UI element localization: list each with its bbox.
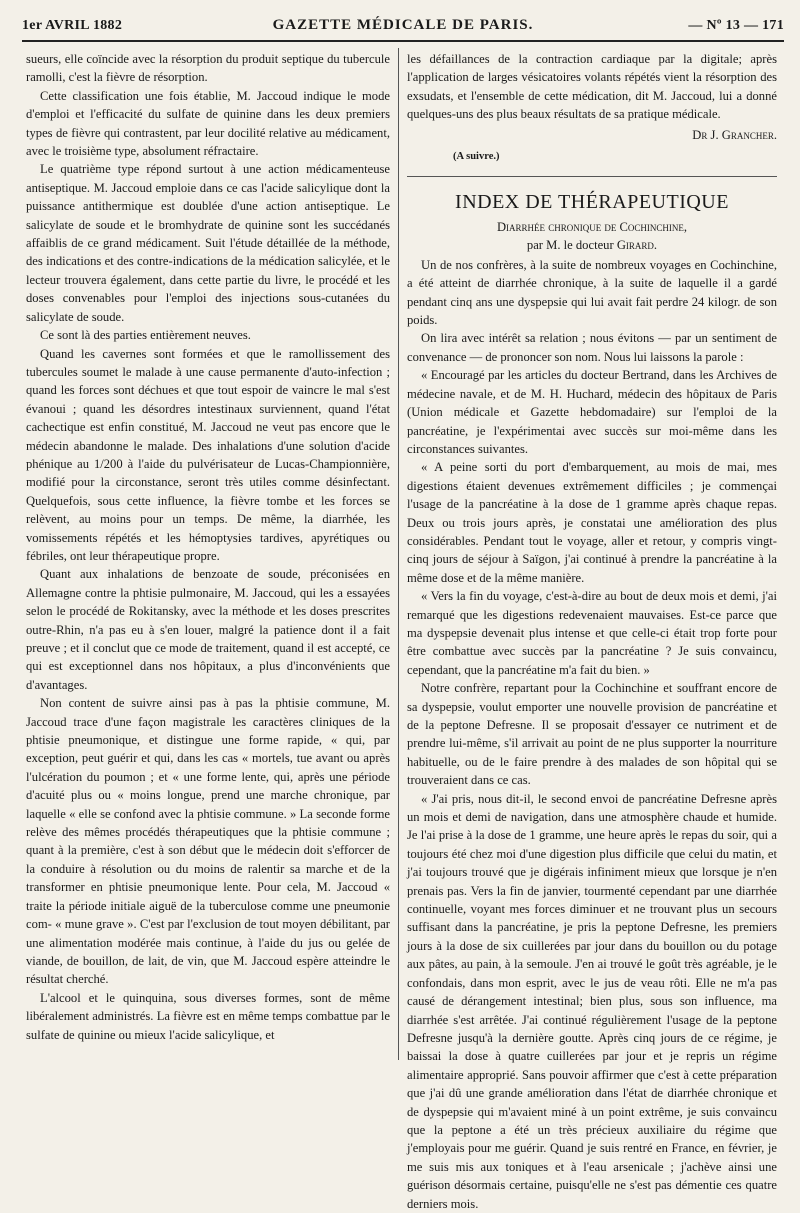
paragraph: les défaillances de la contraction cardiaque par la digitale; après l'application de larges vésicatoires volants répétés vient la résorption des exsudats, et l'ensemble de cette médication, dit M. Jaccoud, lui a donné quelques-uns des plus beaux résultats de sa pratique médicale.: [407, 52, 777, 122]
paragraph: L'alcool et le quinquina, sous diverses formes, sont de même libéralement administrés. La fièvre est en même temps combattue par le sulfate de quinine ou mieux l'acide salicylique, et: [26, 990, 390, 1042]
paragraph: Le quatrième type répond surtout à une action médicamenteuse antiseptique. M. Jaccoud emploie dans ce cas l'acide salicylique dont la puissance antithermique est doublée d'une action antiseptique. Le salicylate de soude et le bromhydrate de quinine sont les succédanés affaiblis de ce grand médicament. Suit l'étude détaillée de la méthode, des indications et des contre-indications de la médication salicylée, et le lecteur trouvera également, dans cette partie du livre, le procédé et les doses convenables pour l'emploi des injections sous-cutanées du salicylate de soude.: [26, 162, 390, 324]
paragraph: On lira avec intérêt sa relation ; nous évitons — par un sentiment de convenance — de prononcer son nom. Nous lui laissons la parole :: [407, 331, 777, 364]
left-column: [26, 50, 390, 1070]
paragraph: « Encouragé par les articles du docteur Bertrand, dans les Archives de médecine navale, et de M. H. Huchard, médecin des hôpitaux de Paris (Union médicale et Gazette hebdomadaire) sur l'emploi de la pancréatine, je l'expérimentai avec succès sur moi-même dans les circonstances suivantes.: [407, 368, 777, 456]
section-subtitle: Diarrhée chronique de Cochinchine,: [496, 219, 688, 234]
paragraph: Ce sont là des parties entièrement neuves.: [40, 328, 251, 343]
section-separator: [407, 176, 777, 177]
paragraph: sueurs, elle coïncide avec la résorption du produit septique du tubercule ramolli, c'est la fièvre de résorption.: [26, 52, 390, 85]
page-header: [22, 14, 784, 42]
issue-page-number: — Nº 13 — 171: [688, 18, 784, 33]
paragraph: Non content de suivre ainsi pas à pas la phtisie commune, M. Jaccoud trace d'une façon magistrale les caractères cliniques de la phtisie pneumonique, et distingue une forme rapide, « qui, par exception, peut guérir et qui, dans les cas « mortels, tue avant ou après l'ulcération du poumon ; et « une forme lente, qui, après une période d'acuité plus ou « moins longue, prend une marche chronique, par laquelle « elle se confond avec la phtisie commune. » La seconde forme relève des mêmes procédés thérapeutiques que la phtisie commune ; quant à la première, c'est à son début que le médecin doit s'efforcer de la conduire à résolution ou du moins de ralentir sa marche et de la transformer en phtisie pneumonique lente. Pour cela, M. Jaccoud « traite la période initiale aiguë de la tuberculose comme une pneumonie com- « mune grave ». C'est par l'exclusion de tout moyen débilitant, par une alimentation modérée mais continue, à l'aide du jus ou gelée de viande, de bouillon, de lait, de vin, que M. Jaccoud espère atteindre le résultat cherché.: [26, 696, 390, 987]
paragraph: Notre confrère, repartant pour la Cochinchine et souffrant encore de sa dyspepsie, voulut emporter une nouvelle provision de pancréatine et de la peptone Defresne. Il se proposait d'essayer ce nutriment et de prendre lui-même, s'il arrivait au point de ne plus supporter la nourriture habituelle, ou de le faire prendre à des malades de son hôpital qui se trouveraient dans ce cas.: [407, 681, 777, 788]
to-be-continued-note: (A suivre.): [453, 151, 500, 163]
paragraph: Quand les cavernes sont formées et que le ramollissement des tubercules soumet le malade à une cause permanente d'auto-infection ; quand les forces sont déchues et que tout espoir de vaincre le mal s'est évanoui ; quand les désordres intestinaux surviennent, quand l'état cachectique est enfin constitué, M. Jaccoud ne veut pas encore que le médecin abandonne le malade. Des inhalations d'une solution d'acide phénique au 1/200 à l'aide du pulvérisateur de Lucas-Championnière, modifié pour la circonstance, seront très utiles comme désinfectant. Quelquefois, sous cette influence, la fièvre tombe et les forces se relèvent, au moins pour un temps. De même, la diarrhée, les vomissements répétés et les hémoptysies tardives, apyrétiques ou fébriles, ont leur thérapeutique propre.: [26, 346, 390, 563]
column-divider: [398, 48, 399, 1060]
journal-title: GAZETTE MÉDICALE DE PARIS.: [272, 17, 534, 33]
paragraph: Un de nos confrères, à la suite de nombreux voyages en Cochinchine, a été atteint de diarrhée chronique, à la suite de laquelle il a gardé pendant cinq ans une dyspepsie qui lui avait fait perdre 24 kilogr. de son poids.: [407, 257, 777, 328]
article-signature: Dr J. Grancher.: [692, 127, 777, 142]
issue-date: 1er AVRIL 1882: [22, 18, 123, 33]
paragraph: « A peine sorti du port d'embarquement, au mois de mai, mes digestions étaient devenues extrêmement difficiles ; je commençai l'usage de la pancréatine à la dose de 1 gramme après chaque repas. Deux ou trois jours après, je constatai une amélioration des plus considérables. Pendant tout le voyage, aller et retour, y compris vingt-cinq jours de séjour à Saïgon, j'ai continué à prendre la pancréatine à la même dose et de la même manière.: [407, 460, 777, 585]
paragraph: « Vers la fin du voyage, c'est-à-dire au bout de deux mois et demi, j'ai remarqué que les digestions redevenaient mauvaises. Est-ce parce que ma dyspepsie devenait plus intense et que celle-ci était trop forte pour être combattue avec succès par la pancréatine ? Je suis convaincu, cependant, que la pancréatine m'a fait du bien. »: [407, 589, 777, 677]
paragraph: « J'ai pris, nous dit-il, le second envoi de pancréatine Defresne après un mois et demi de navigation, dans une atmosphère chaude et humide. Je l'ai prise à la dose de 1 gramme, une heure après le repas du soir, qui a toujours été chez moi d'une digestion plus difficile que celui du matin, et j'ai toujours trouvé que je digérais infiniment mieux que lorsque je n'en prenais pas. Vers la fin de janvier, tourmenté cependant par une diarrhée continuelle, voyant mes forces diminuer et ne trouvant plus un secours suffisant dans la pancréatine, je pris la peptone Defresne, les premiers jours à la dose de six cuillerées par jour dans du bouillon ou du potage aux pâtes, au pain, à la semoule. J'en ai trouvé le goût très agréable, je le confondais, dans mon esprit, avec le jus de veau rôti. Elle ne m'a pas causé de dérangement intestinal; bien plus, sous son influence, ma diarrhée s'est arrêtée. J'ai continué régulièrement l'usage de la peptone Defresne jusqu'à la dernière goutte. Après cinq jours de ce régime, je baissai la dose à quatre cuillerées par jour et je repris un régime alimentaire approprié. Sans pouvoir affirmer que c'est à cette préparation que j'ai dû une grande amélioration dans l'état de diarrhée chronique et de dyspepsie qui m'avaient miné à un point extrême, je suis convaincu que la peptone a été un très précieux auxiliaire du régime que j'employais pour me guérir. Quand je suis rentré en France, en février, je me suis mis aux toniques et à l'eau arsenicale ; j'achève ainsi une guérison désormais certaine, puisqu'elle ne s'est pas démentie ces quatre derniers mois.: [407, 791, 777, 1211]
section-title: INDEX DE THÉRAPEUTIQUE: [455, 191, 729, 214]
author-prefix: par M. le docteur: [526, 237, 614, 252]
paragraph: Cette classification une fois établie, M. Jaccoud indique le mode d'emploi et l'efficacité du sulfate de quinine dans les deux premiers types de fièvre qui contrastent, par leur docilité relative au médicament, avec le troisième type, absolument réfractaire.: [26, 88, 390, 159]
paragraph: Quant aux inhalations de benzoate de soude, préconisées en Allemagne contre la phtisie pulmonaire, M. Jaccoud, qui les a essayées selon le procédé de Rokitansky, avec la méthode et les doses prescrites outre-Rhin, n'a pas eu à s'en louer, malgré la patience dont il a fait preuve ; et il conclut que ce mode de traitement, quand il est accepté, ce qui est exceptionnel dans nos hôpitaux, a plus d'inconvénients que d'avantages.: [26, 567, 390, 692]
right-column: [407, 50, 777, 1211]
author-name: Girard.: [616, 237, 658, 252]
section-author: [407, 236, 777, 254]
